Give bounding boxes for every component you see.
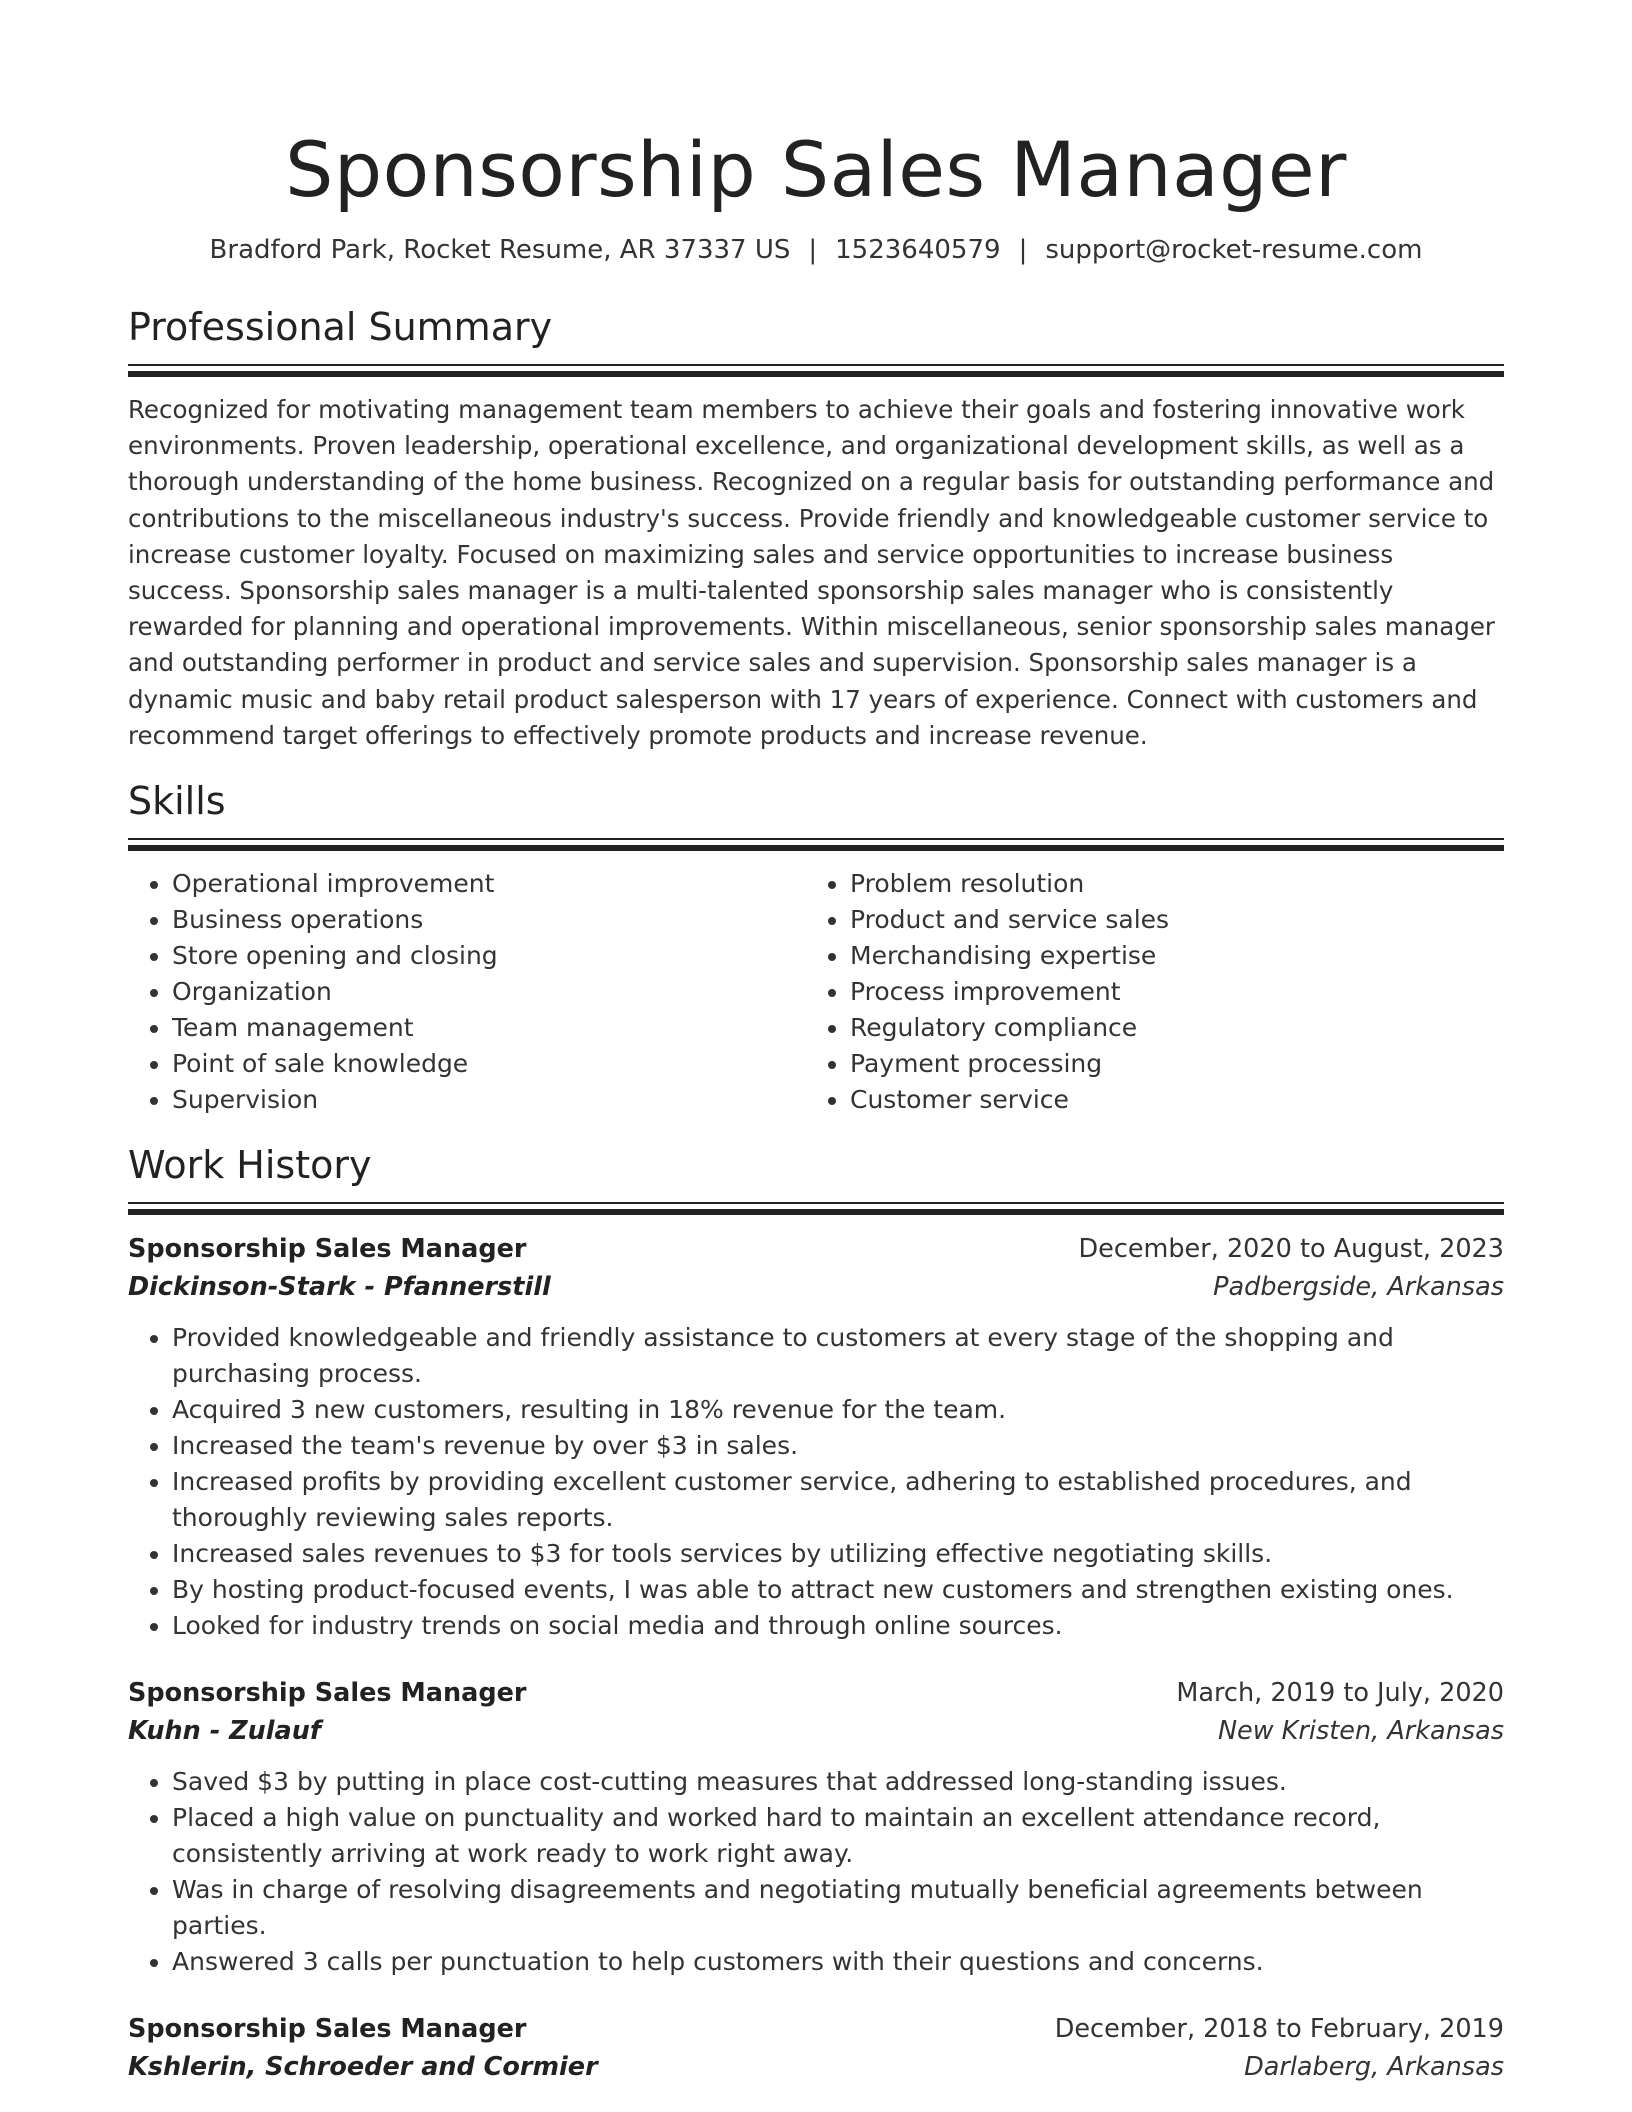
job-entry xyxy=(128,2010,1504,2086)
section-divider xyxy=(128,838,1504,852)
skill-item: • Team management xyxy=(172,1010,806,1046)
job-location: New Kristen, Arkansas xyxy=(1217,1716,1504,1747)
job-dates: December, 2020 to August, 2023 xyxy=(1078,1234,1504,1265)
job-bullet: • Acquired 3 new customers, resulting in 18% revenue for the team. xyxy=(172,1392,1504,1428)
job-bullet: • Saved $3 by putting in place cost-cutting measures that addressed long-standing issues. xyxy=(172,1764,1504,1800)
job-company-row xyxy=(128,1712,1504,1750)
job-bullet: • Increased sales revenues to $3 for tools services by utilizing effective negotiating skills. xyxy=(172,1536,1504,1572)
skill-item: • Merchandising expertise xyxy=(850,938,1484,974)
contact-email: support@rocket-resume.com xyxy=(1045,235,1423,265)
section-title-work-history: Work History xyxy=(128,1143,372,1188)
skill-item: • Operational improvement xyxy=(172,866,806,902)
job-title: Sponsorship Sales Manager xyxy=(128,1678,527,1709)
job-header-row xyxy=(128,1230,1504,1268)
job-bullets xyxy=(128,1764,1504,1980)
job-title: Sponsorship Sales Manager xyxy=(128,2014,527,2045)
job-entry xyxy=(128,1230,1504,1644)
contact-address: Bradford Park, Rocket Resume, AR 37337 US xyxy=(209,235,791,265)
skill-item: • Payment processing xyxy=(850,1046,1484,1082)
job-company: Kshlerin, Schroeder and Cormier xyxy=(128,2052,598,2083)
work-history-section xyxy=(128,1140,1504,2086)
contact-separator: | xyxy=(808,235,818,265)
contact-phone: 1523640579 xyxy=(835,235,1001,265)
job-location: Padbergside, Arkansas xyxy=(1213,1272,1504,1303)
job-bullet: • Placed a high value on punctuality and worked hard to maintain an excellent attendance record, consistently arriving at work ready to work right away. xyxy=(172,1800,1504,1872)
section-divider xyxy=(128,364,1504,378)
job-company-row xyxy=(128,1268,1504,1306)
skill-item: • Process improvement xyxy=(850,974,1484,1010)
job-entry xyxy=(128,1674,1504,1980)
job-bullet: • Increased the team's revenue by over $3 in sales. xyxy=(172,1428,1504,1464)
job-bullet: • Looked for industry trends on social media and through online sources. xyxy=(172,1608,1504,1644)
skill-item: • Problem resolution xyxy=(850,866,1484,902)
job-bullets xyxy=(128,1320,1504,1644)
job-header-row xyxy=(128,2010,1504,2048)
contact-line xyxy=(128,232,1504,268)
skill-item: • Store opening and closing xyxy=(172,938,806,974)
job-company: Dickinson-Stark - Pfannerstill xyxy=(128,1272,551,1303)
skill-item: • Product and service sales xyxy=(850,902,1484,938)
job-bullet: • Was in charge of resolving disagreements and negotiating mutually beneficial agreements between parties. xyxy=(172,1872,1504,1944)
skills-columns xyxy=(128,866,1504,1118)
resume-page xyxy=(128,0,1504,2086)
skill-item: • Business operations xyxy=(172,902,806,938)
summary-section xyxy=(128,302,1504,754)
job-bullet: • Increased profits by providing excellent customer service, adhering to established procedures, and thoroughly reviewing sales reports. xyxy=(172,1464,1504,1536)
skill-item: • Supervision xyxy=(172,1082,806,1118)
job-title: Sponsorship Sales Manager xyxy=(128,1234,527,1265)
section-title-summary: Professional Summary xyxy=(128,305,553,349)
skills-section xyxy=(128,776,1504,1118)
skill-item: • Regulatory compliance xyxy=(850,1010,1484,1046)
job-location: Darlaberg, Arkansas xyxy=(1244,2052,1504,2083)
skills-list-right xyxy=(806,866,1484,1118)
job-bullet: • By hosting product-focused events, I was able to attract new customers and strengthen existing ones. xyxy=(172,1572,1504,1608)
skill-item: • Organization xyxy=(172,974,806,1010)
job-company: Kuhn - Zulauf xyxy=(128,1716,322,1747)
contact-separator: | xyxy=(1018,235,1028,265)
job-bullet: • Answered 3 calls per punctuation to help customers with their questions and concerns. xyxy=(172,1944,1504,1980)
job-company-row xyxy=(128,2048,1504,2086)
section-divider xyxy=(128,1202,1504,1216)
section-title-skills: Skills xyxy=(128,779,226,824)
job-header-row xyxy=(128,1674,1504,1712)
job-bullet: • Provided knowledgeable and friendly assistance to customers at every stage of the shopping and purchasing process. xyxy=(172,1320,1504,1392)
resume-name: Sponsorship Sales Manager xyxy=(285,125,1347,214)
skill-item: • Point of sale knowledge xyxy=(172,1046,806,1082)
job-dates: March, 2019 to July, 2020 xyxy=(1176,1678,1504,1709)
skill-item: • Customer service xyxy=(850,1082,1484,1118)
skills-list-left xyxy=(128,866,806,1118)
job-dates: December, 2018 to February, 2019 xyxy=(1054,2014,1504,2045)
summary-text: Recognized for motivating management team members to achieve their goals and fostering innovative work environments. Proven leadership, operational excellence, and organizational development skills, as well as a thorough understanding of the home business. Recognized on a regular basis for outstanding performance and contributions to the miscellaneous industry's success. Provide friendly and knowledgeable customer service to increase customer loyalty. Focused on maximizing sales and service opportunities to increase business success. Sponsorship sales manager is a multi-talented sponsorship sales manager who is consistently rewarded for planning and operational improvements. Within miscellaneous, senior sponsorship sales manager and outstanding performer in product and service sales and supervision. Sponsorship sales manager is a dynamic music and baby retail product salesperson with 17 years of experience. Connect with customers and recommend target offerings to effectively promote products and increase revenue. xyxy=(128,395,1495,750)
